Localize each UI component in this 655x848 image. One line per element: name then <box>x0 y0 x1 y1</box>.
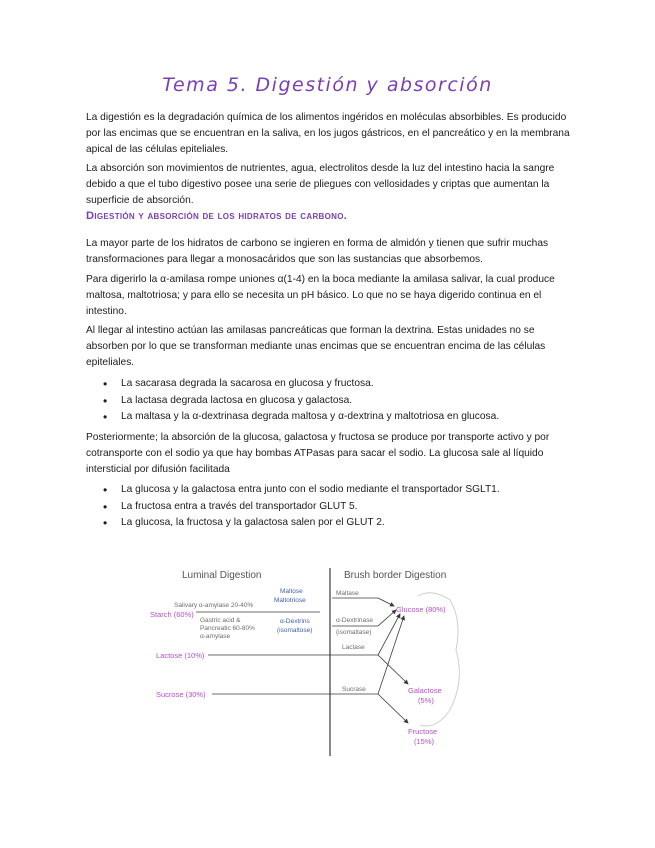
maltase-label: Maltase <box>336 590 359 597</box>
enzyme-list <box>103 376 499 426</box>
gastric-label-3: α-amylase <box>200 633 231 640</box>
page-title: Tema 5. Digestión y absorción <box>162 74 493 96</box>
luminal-header: Luminal Digestion <box>182 570 262 581</box>
dextrins-label: α-Dextrins <box>280 618 310 625</box>
lactase-label: Lactase <box>342 644 365 651</box>
arrow-sucrase-fructose <box>378 694 408 723</box>
paragraph-carbohydrates: La mayor parte de los hidratos de carbono se ingieren en forma de almidón y tienen que sufrir muchas transformaciones para llegar a monosacáridos que son las sustancias que absorbemos. <box>86 238 549 265</box>
sucrose-label: Sucrose (30%) <box>156 690 206 699</box>
brush-border-header: Brush border Digestion <box>344 570 447 581</box>
paragraph-absorption: La absorción son movimientos de nutrientes, agua, electrolitos desde la luz del intestino hacia la sangre debido a que el tubo digestivo posee una serie de pliegues con vellosidades y criptas que aumentan la superficie de absorción. <box>86 163 555 206</box>
list-item: • La glucosa y la galactosa entra junto con el sodio mediante el transportador SGLT1. <box>103 482 500 499</box>
isomaltose-label: (isomaltose) <box>277 627 313 634</box>
paragraph-digestion: La digestión es la degradación química de los alimentos ingéridos en moléculas absorbibles. Es producido por las encimas que se encuentran en la saliva, en los jugos gástricos, en el pancreático y en la membrana apical de las células epiteliales. <box>86 112 570 155</box>
list-item: • La maltasa y la α-dextrinasa degrada maltosa y α-dextrina y maltotriosa en glucosa. <box>103 409 499 426</box>
arrow-maltase-glucose <box>378 598 394 606</box>
dextrinase-label: α-Dextrinase <box>336 617 373 624</box>
list-item: • La lactasa degrada lactosa en glucosa y galactosa. <box>103 393 499 410</box>
maltotriose-label: Maltotriose <box>274 597 306 604</box>
sucrase-label: Sucrase <box>342 686 366 693</box>
salivary-amylase-label: Salivary α-amylase 20-40% <box>174 602 254 609</box>
list-item: • La glucosa, la fructosa y la galactosa salen por el GLUT 2. <box>103 515 500 532</box>
arrow-dextrinase-glucose <box>378 610 396 626</box>
galactose-percent: (5%) <box>418 696 434 705</box>
starch-label: Starch (60%) <box>150 610 194 619</box>
glucose-label: Glucose (80%) <box>396 605 446 614</box>
paragraph-transport: Posteriormente; la absorción de la glucosa, galactosa y fructosa se produce por transporte activo y por cotransporte con el sodio ya que hay bombas ATPasas para sacar el sodio. La glucosa sale al líquido intersticial por difusión facilitada <box>86 432 550 475</box>
transporter-list <box>103 482 500 532</box>
lactose-label: Lactose (10%) <box>156 651 205 660</box>
arrow-sucrase-glucose <box>378 616 404 694</box>
carbohydrate-digestion-diagram <box>150 560 470 760</box>
maltose-label: Maltose <box>280 588 303 595</box>
gastric-label-1: Gastric acid & <box>200 617 241 624</box>
gastric-label-2: Pancreatic 60-80% <box>200 625 255 632</box>
fructose-percent: (15%) <box>414 737 435 746</box>
isomaltase-label: (isomaltase) <box>336 629 372 636</box>
paragraph-amylase: Para digerirlo la α-amilasa rompe uniones α(1-4) en la boca mediante la amilasa salivar, la cual produce maltosa, maltotriosa; y para ello se necesita un pH básico. Lo que no se haya digerido continua en el intestino. <box>86 274 555 317</box>
paragraph-intestine: Al llegar al intestino actúan las amilasas pancreáticas que forman la dextrina. Estas unidades no se absorben por lo que se transforman mediante unas encimas que se encuentran encima de las células epiteliales. <box>86 325 546 368</box>
arrow-lactase-glucose <box>378 614 400 655</box>
galactose-label: Galactose <box>408 686 442 695</box>
list-item: • La sacarasa degrada la sacarosa en glucosa y fructosa. <box>103 376 499 393</box>
fructose-label: Fructose <box>408 727 438 736</box>
section-heading-carbohydrates: Digestión y absorción de los hidratos de carbono. <box>86 210 348 222</box>
list-item: • La fructosa entra a través del transportador GLUT 5. <box>103 499 500 516</box>
